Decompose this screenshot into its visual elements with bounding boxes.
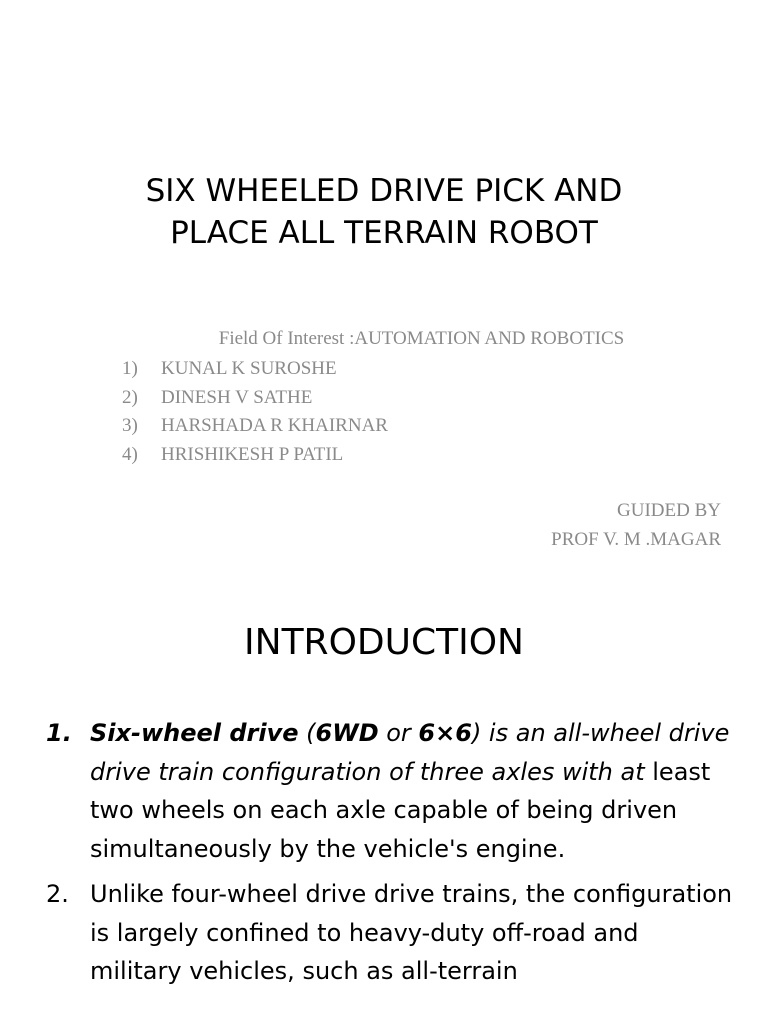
list-item	[46, 714, 736, 868]
abbr-6wd: 6WD	[315, 719, 379, 747]
term-text: Six-wheel drive	[90, 719, 299, 747]
abbr-6x6: 6×6	[418, 719, 472, 747]
slide-title	[0, 170, 768, 254]
introduction-slide	[0, 576, 768, 1024]
member-name: KUNAL K SUROSHE	[161, 358, 337, 379]
list-number: 1.	[46, 719, 72, 747]
member-number: 3)	[122, 415, 138, 436]
field-of-interest: Field Of Interest :AUTOMATION AND ROBOTICS	[218, 328, 625, 349]
team-member	[122, 355, 388, 384]
team-member	[122, 384, 388, 413]
guide-block	[551, 497, 721, 554]
member-number: 1)	[122, 358, 138, 379]
introduction-title: INTRODUCTION	[244, 622, 524, 663]
italic-description: ) is an all-wheel drive drive train configuration of three axles with at	[90, 719, 730, 786]
member-number: 2)	[122, 386, 138, 408]
member-name: HARSHADA R KHAIRNAR	[161, 415, 388, 436]
list-number: 2.	[46, 880, 69, 908]
paren-open: (	[298, 719, 316, 747]
or-text: or	[378, 719, 419, 747]
team-member	[122, 441, 388, 470]
title-line-2: PLACE ALL TERRAIN ROBOT	[170, 215, 598, 251]
list-item	[46, 875, 736, 991]
title-line-1: SIX WHEELED DRIVE PICK AND	[145, 173, 623, 209]
plain-description: least two wheels on each axle capable of being driven simultaneously by the vehicle's engine.	[90, 757, 711, 863]
team-member	[122, 412, 388, 441]
guide-name: PROF V. M .MAGAR	[551, 528, 721, 550]
member-number: 4)	[122, 443, 138, 465]
item-text: Unlike four-wheel drive drive trains, the configuration is largely confined to heavy-duty off-road and military vehicles, such as all-terrain	[90, 880, 733, 985]
member-name: HRISHIKESH P PATIL	[161, 443, 344, 465]
member-name: DINESH V SATHE	[161, 386, 313, 408]
team-member-list	[122, 355, 388, 469]
introduction-list	[46, 714, 736, 998]
guided-by-label: GUIDED BY	[617, 500, 721, 521]
